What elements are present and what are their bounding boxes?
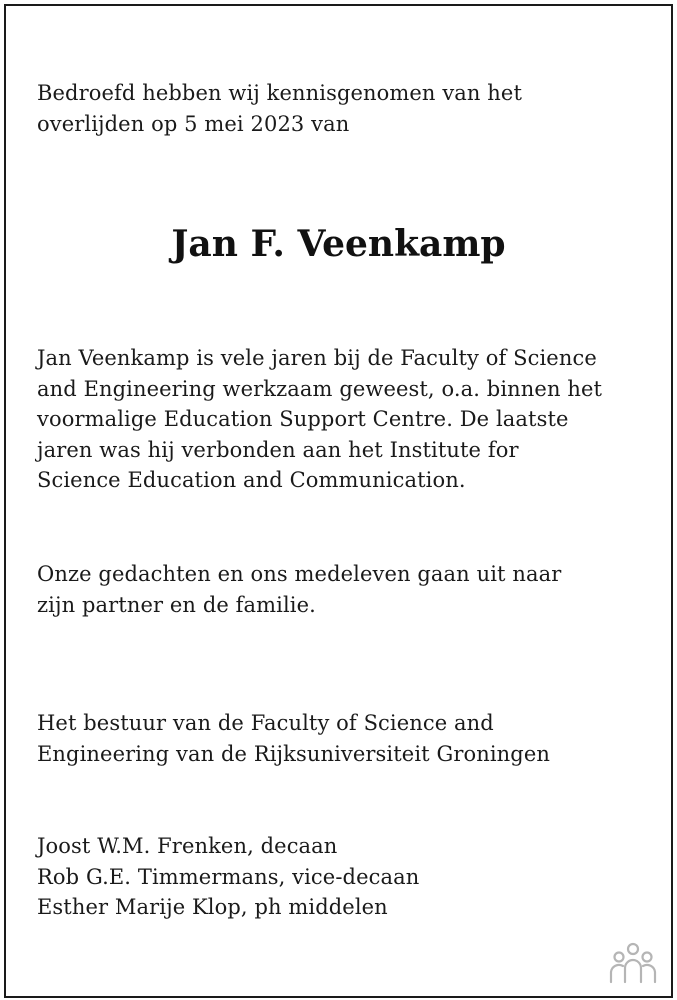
bio-paragraph [37, 343, 602, 496]
notice-frame [4, 4, 673, 998]
deceased-name: Jan F. Veenkamp [171, 223, 506, 265]
signatory: Rob G.E. Timmermans, vice-decaan [37, 864, 420, 889]
signatories-list [37, 831, 419, 923]
sender-line: Engineering van de Rijksuniversiteit Groningen [37, 741, 550, 766]
condolence-line: Onze gedachten en ons medeleven gaan uit naar [37, 562, 562, 586]
signatory: Esther Marije Klop, ph middelen [37, 895, 388, 919]
sender-line: Het bestuur van de Faculty of Science and [37, 711, 494, 735]
bio-line: Jan Veenkamp is vele jaren bij de Faculty of Science [37, 346, 597, 370]
bio-line: voormalige Education Support Centre. De laatste [37, 407, 569, 431]
sender-paragraph [37, 708, 550, 769]
bio-line: Science Education and Communication. [37, 468, 466, 492]
condolence-line: zijn partner en de familie. [37, 592, 316, 617]
intro-line: Bedroefd hebben wij kennisgenomen van het [37, 81, 522, 105]
condolence-paragraph [37, 559, 561, 620]
people-group-icon [607, 942, 659, 986]
bio-line: jaren was hij verbonden aan het Institute for [37, 437, 519, 462]
intro-paragraph [37, 78, 522, 139]
bio-line: and Engineering werkzaam geweest, o.a. binnen het [37, 376, 603, 401]
signatory: Joost W.M. Frenken, decaan [37, 834, 338, 858]
intro-line: overlijden op 5 mei 2023 van [37, 111, 350, 136]
